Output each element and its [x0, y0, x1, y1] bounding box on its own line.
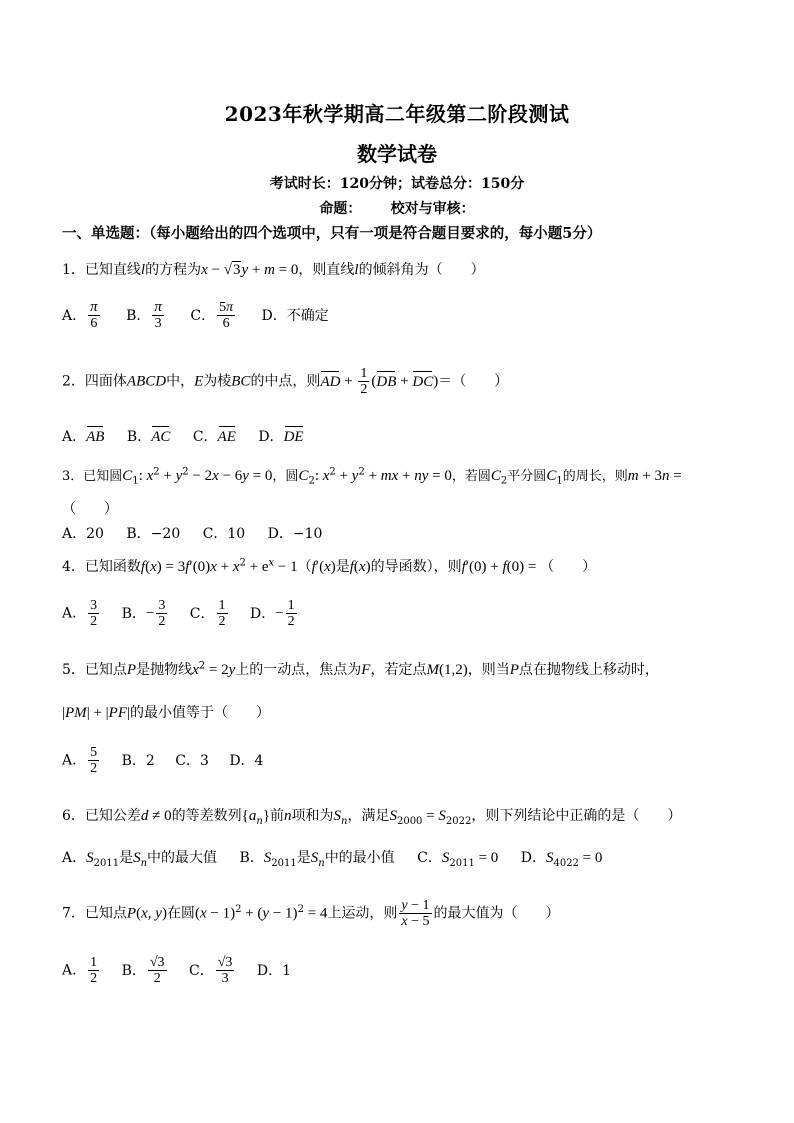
question-2-options: A．AB B．AC C．AE D．DE [62, 429, 304, 445]
question-1-options: A． $\frac{\pi}{6}$ B． $\frac{\pi}{3}$ C． $\frac{5\pi}{6}$ D．不确定 [62, 299, 329, 331]
question-1: 1．已知直线l的方程为x − √3y + m = 0，则直线l的倾斜角为（ ） [62, 262, 485, 278]
question-5-options: A． $\frac{5}{2}$ B．2 C．3 D．4 [62, 745, 264, 776]
author-info: 命题： 校对与审核： [319, 201, 475, 217]
question-4-options: A． $\frac{3}{2}$ B．− $\frac{3}{2}$ C． $\frac{1}{2}$ D．− $\frac{1}{2}$ [62, 598, 295, 629]
question-3-cont: （ ） [62, 501, 118, 517]
question-5-cont: |PM| + |PF|的最小值等于（ ） [62, 705, 270, 721]
question-5: 5．已知点P是抛物线$x^2 = 2y$上的一动点，焦点为F，若定点M(1,2)，则当P点在抛物线上移动时， [62, 660, 659, 678]
question-3: 3．已知圆$C_1$: $x^2 + y^2 - 2x - 6y = 0$，圆$C_2$: $x^2 + y^2$ + mx + ny = 0，若圆$C_2$平分圆$C_1$的周长，则m + 3n = [62, 466, 682, 487]
question-7: 7．已知点P(x, y)在圆$(x - 1)^2 + (y - 1)^2 = 4$上运动，则 $\frac{y - 1}{x - 5}$ 的最大值为（ ） [62, 898, 560, 929]
exam-subtitle: 数学试卷 [357, 142, 437, 166]
question-3-options: A．20 B．−20 C．10 D．−10 [62, 526, 323, 542]
question-6-options: A．$S_{2011}$是$S_n$中的最大值 B．$S_{2011}$是$S_n$中的最小值 C．$S_{2011} = 0$ D．$S_{4022} = 0$ [62, 850, 603, 869]
question-2: 2．四面体ABCD中，E为棱BC的中点，则AD + $\frac{1}{2}$ (DB + DC)＝（ ） [62, 366, 509, 397]
question-6: 6．已知公差d ≠ 0的等差数列$\{a_n\}$前n项和为$S_n$，满足$S_{2000} = S_{2022}$，则下列结论中正确的是（ ） [62, 808, 682, 827]
exam-info: 考试时长：120分钟；试卷总分：150分 [269, 176, 525, 192]
question-7-options: A． $\frac{1}{2}$ B． $\frac{√3}{2}$ C． $\frac{√3}{3}$ D．1 [62, 955, 292, 986]
question-4: 4．已知函数$f(x) = 3f'(0)x + x^2 + e^x - 1(f'(x)$是f(x)的导函数），则f′(0) + f(0) = （ ） [62, 557, 597, 575]
section-heading: 一、单选题：（每小题给出的四个选项中，只有一项是符合题目要求的，每小题5分） [62, 225, 602, 242]
exam-title: 2023年秋学期高二年级第二阶段测试 [224, 102, 570, 126]
